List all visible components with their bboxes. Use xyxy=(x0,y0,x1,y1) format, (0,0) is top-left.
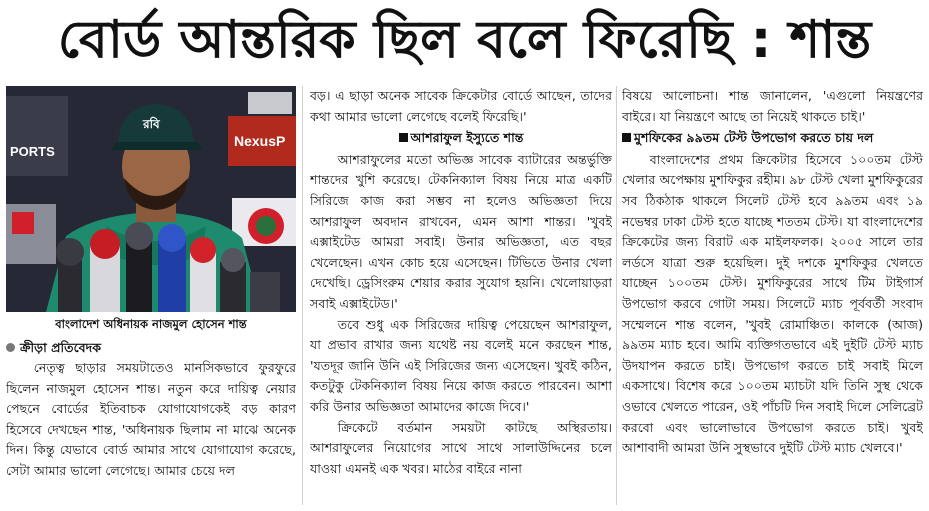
svg-text:NexusP: NexusP xyxy=(234,133,286,149)
paragraph: তবে শুধু এক সিরিজের দায়িত্ব পেয়েছেন আশরাফুল, যা প্রভাব রাখার জন্য যথেষ্ট নয় বলেই মনে করছেন শান্ত, 'যতদূর জানি উনি এই সিরিজের জন্য এসেছেন। খুবই কঠিন, কতটুকু টেকনিক্যাল বিষয় নিয়ে কাজ করতে পারবেন। আশা করি উনার অভিজ্ঞতা আমাদের কাজে দিবে।' xyxy=(310,316,612,414)
player-press-conference-image xyxy=(6,86,296,312)
bullet-icon xyxy=(6,343,15,352)
byline-text: ক্রীড়া প্রতিবেদক xyxy=(20,340,102,355)
subheading-text: আশরাফুল ইস্যুতে শান্ত xyxy=(410,130,524,146)
column-divider xyxy=(302,86,303,505)
column-3 xyxy=(622,86,923,507)
news-photo xyxy=(6,86,296,312)
subheading xyxy=(310,128,612,149)
paragraph: বাংলাদেশের প্রথম ক্রিকেটার হিসেবে ১০০তম টেস্ট খেলার অপেক্ষায় মুশফিকুর রহীম। ৯৮ টেস্ট খেলা মুশফিকুরের সব ঠিকঠাক থাকলে সিলেট টেস্ট হবে ৯৯তম এবং ১৯ নভেম্বর ঢাকা টেস্ট হতে যাচ্ছে শততম টেস্ট। যা বাংলাদেশের ক্রিকেটের জন্য বিরাট এক মাইলফলক। ২০০৫ সালে তার লর্ডসে যাত্রা শুরু হয়েছিল। দুই দশকে মুশফিকুর খেলতে যাচ্ছেন ১০০তম টেস্ট। মুশফিকুরের সাথে টিম টাইগার্স উপভোগ করবে গোটা সময়। সিলেটে ম্যাচ পূর্ববর্তী সংবাদ সম্মেলনে শান্ত বলেন, 'খুবই রোমাঞ্চিত। কালকে (আজ) ৯৯তম ম্যাচ হবে। আমি ব্যক্তিগতভাবে এই দুইটি টেস্ট ম্যাচ উদযাপন করতে চাই। উপভোগ করতে চাই সবাই মিলে একসাথে। বিশেষ করে ১০০তম ম্যাচটা যদি তিনি সুস্থ থেকে ওভাবে খেলতে পারেন, ওই পাঁচটি দিন সবাই দিলে সেলিব্রেট করবো এবং ভালোভাবে উপভোগ করতে চাই। খুবই আশাবাদী আমরা উনি সুস্থভাবে দুইটি টেস্ট ম্যাচ খেলবে।' xyxy=(622,151,923,456)
headline: বোর্ড আন্তরিক ছিল বলে ফিরেছি : শান্ত xyxy=(57,10,872,70)
square-bullet-icon xyxy=(622,133,631,142)
subheading xyxy=(622,128,923,149)
svg-text:PORTS: PORTS xyxy=(10,144,55,159)
paragraph: বড়। এ ছাড়া অনেক সাবেক ক্রিকেটার বোর্ডে আছেন, তাদের কথা আমার ভালো লেগেছে বলেই ফিরেছি।' xyxy=(310,88,612,124)
paragraph: আশরাফুলের মতো অভিজ্ঞ সাবেক ব্যাটারের অন্তর্ভুক্তি শান্তদের খুশি করেছে। টেকনিক্যাল বিষয় নিয়ে মাত্র একটি সিরিজে কাজ করা সম্ভব না হলেও অভিজ্ঞতা দিয়ে আশরাফুল অবদান রাখবেন, এমন আশা শান্তর। 'খুবই এক্সাইটেড আমরা সবাই। উনার অভিজ্ঞতা, এত বছর খেলেছেন। এখন কোচ হয়ে এসেছেন। টিভিতে উনার খেলা দেখেছি। ড্রেসিংরুম শেয়ার করার সুযোগ হয়নি। খেলোয়াড়রা সবাই এক্সাইটেড।' xyxy=(310,151,612,311)
subheading-text: মুশফিকের ৯৯তম টেস্ট উপভোগ করতে চায় দল xyxy=(634,130,874,146)
column-2 xyxy=(310,86,612,507)
column-1 xyxy=(6,86,296,507)
paragraph: নেতৃত্ব ছাড়ার সময়টাতেও মানসিকভাবে ফুরফুরে ছিলেন নাজমুল হোসেন শান্ত। নতুন করে দায়িত্ব নেয়ার পেছনে বোর্ডের ইতিবাচক যোগাযোগকেই বড় কারণ হিসেবে দেখছেন শান্ত, 'অধিনায়ক ছিলাম না মাঝে অনেক দিন। কিন্তু যেভাবে বোর্ড আমার সাথে যোগাযোগ করেছে, সেটা আমার ভালো লেগেছে। আমার চেয়ে দল xyxy=(6,360,296,478)
square-bullet-icon xyxy=(399,133,408,142)
paragraph: ক্রিকেটে বর্তমান সময়টা কাটছে অস্থিরতায়। আশরাফুলের নিয়োগের সাথে সাথে সালাউদ্দিনের চলে যাওয়া এমনই এক খবর। মাঠের বাইরে নানা xyxy=(310,419,612,476)
column-divider xyxy=(616,86,617,505)
svg-text:রবি: রবি xyxy=(143,117,160,131)
byline xyxy=(6,338,296,358)
paragraph: বিষয়ে আলোচনা। শান্ত জানালেন, 'এগুলো নিয়ন্ত্রণের বাইরে। যা নিয়ন্ত্রণে আছে তা নিয়েই থাকতে চাই।' xyxy=(622,88,923,124)
photo-caption: বাংলাদেশ অধিনায়ক নাজমুল হোসেন শান্ত xyxy=(55,317,247,331)
